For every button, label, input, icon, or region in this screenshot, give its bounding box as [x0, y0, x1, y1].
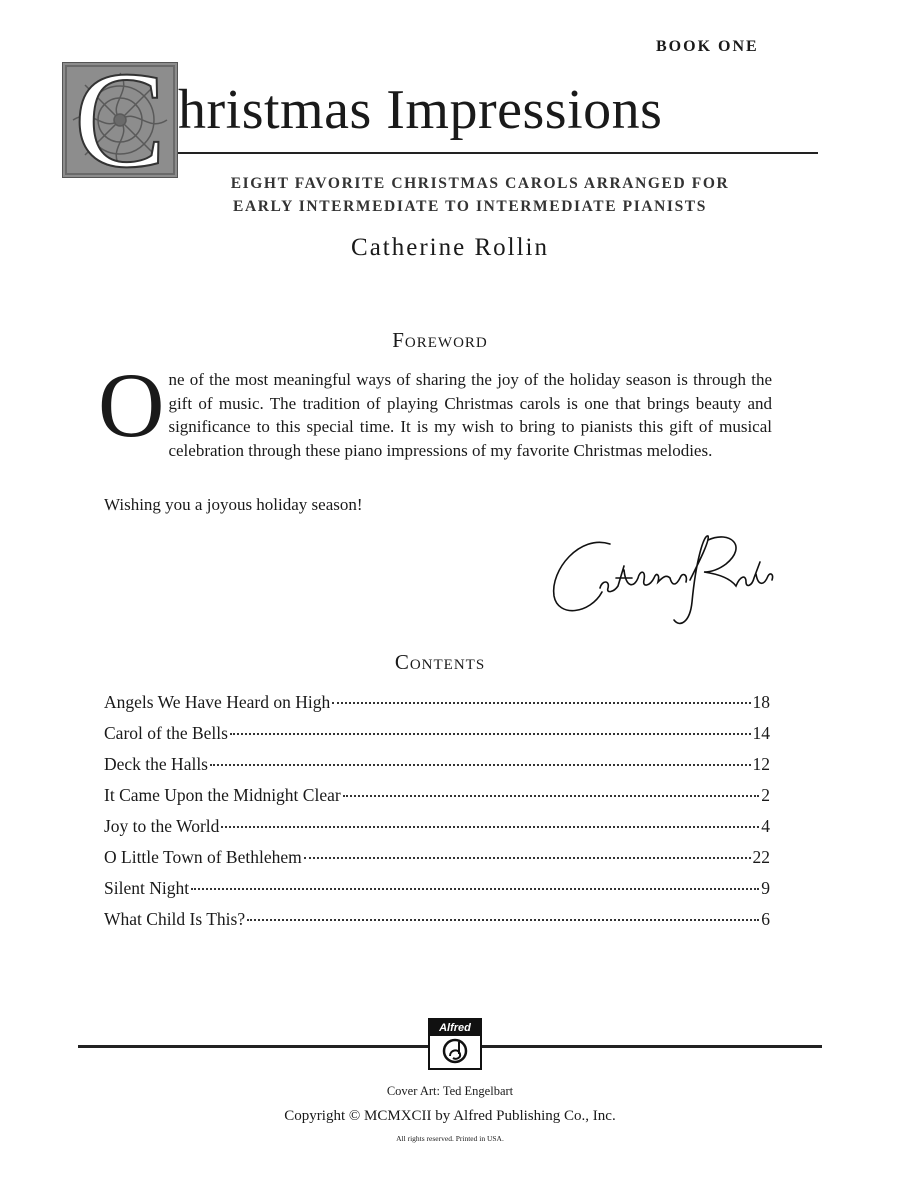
contents-heading: Contents: [394, 650, 486, 674]
toc-leader: [221, 826, 759, 828]
music-note-icon: [430, 1036, 480, 1066]
signature-image: [540, 530, 780, 630]
toc-title: It Came Upon the Midnight Clear: [104, 785, 341, 805]
toc-row: [104, 754, 770, 785]
publisher-logo: [428, 1018, 482, 1070]
toc-title: Carol of the Bells: [104, 723, 228, 743]
publisher-logo-text: Alfred: [430, 1020, 480, 1036]
toc-leader: [247, 919, 759, 921]
toc-page: 12: [752, 754, 770, 774]
toc-row: [104, 785, 770, 816]
page-title: hristmas Impressions: [178, 79, 663, 141]
foreword-closing: Wishing you a joyous holiday season!: [104, 495, 363, 514]
toc-title: What Child Is This?: [104, 909, 246, 929]
foreword-body: ne of the most meaningful ways of sharing the joy of the holiday season is through the gift of music. The tradition of playing Christmas carols is one that brings beauty and significance to this special time. It is my wish to bring to pianists this gift of musical celebration through these piano impressions of my favorite Christmas melodies.: [168, 370, 772, 460]
toc-leader: [332, 702, 750, 704]
toc-title: O Little Town of Bethlehem: [104, 847, 302, 867]
subtitle-line-1: EIGHT FAVORITE CHRISTMAS CAROLS ARRANGED FOR: [230, 175, 730, 192]
foreword-text: [98, 354, 772, 462]
toc-page: 9: [761, 878, 770, 898]
toc-leader: [191, 888, 759, 890]
cover-art-credit: Cover Art: Ted Engelbart: [386, 1084, 514, 1098]
toc-title: Silent Night: [104, 878, 190, 898]
toc-leader: [210, 764, 751, 766]
book-label: BOOK ONE: [656, 38, 759, 55]
author-name: Catherine Rollin: [351, 234, 549, 261]
toc-row: [104, 878, 770, 909]
toc-row: [104, 816, 770, 847]
toc-leader: [230, 733, 751, 735]
subtitle: [150, 172, 810, 218]
toc-page: 18: [752, 692, 770, 712]
toc-row: [104, 847, 770, 878]
toc-row: [104, 909, 770, 940]
toc-title: Deck the Halls: [104, 754, 208, 774]
rights-notice: All rights reserved. Printed in USA.: [396, 1134, 504, 1143]
title-divider: [178, 152, 818, 154]
copyright: Copyright © MCMXCII by Alfred Publishing Co., Inc.: [284, 1108, 616, 1124]
title-drop-cap: [62, 43, 178, 196]
toc-page: 4: [761, 816, 770, 836]
subtitle-line-2: EARLY INTERMEDIATE TO INTERMEDIATE PIANISTS: [233, 198, 707, 215]
toc-page: 14: [752, 723, 770, 743]
toc-page: 2: [761, 785, 770, 805]
table-of-contents: [104, 692, 770, 940]
toc-leader: [304, 857, 751, 859]
foreword-drop-letter: O: [98, 354, 165, 456]
toc-page: 22: [752, 847, 770, 867]
foreword-heading: Foreword: [392, 328, 488, 352]
toc-page: 6: [761, 909, 770, 929]
toc-title: Angels We Have Heard on High: [104, 692, 331, 712]
toc-row: [104, 723, 770, 754]
toc-title: Joy to the World: [104, 816, 220, 836]
toc-row: [104, 692, 770, 723]
toc-leader: [343, 795, 760, 797]
signature: [540, 530, 780, 635]
title-initial: C: [73, 43, 167, 196]
